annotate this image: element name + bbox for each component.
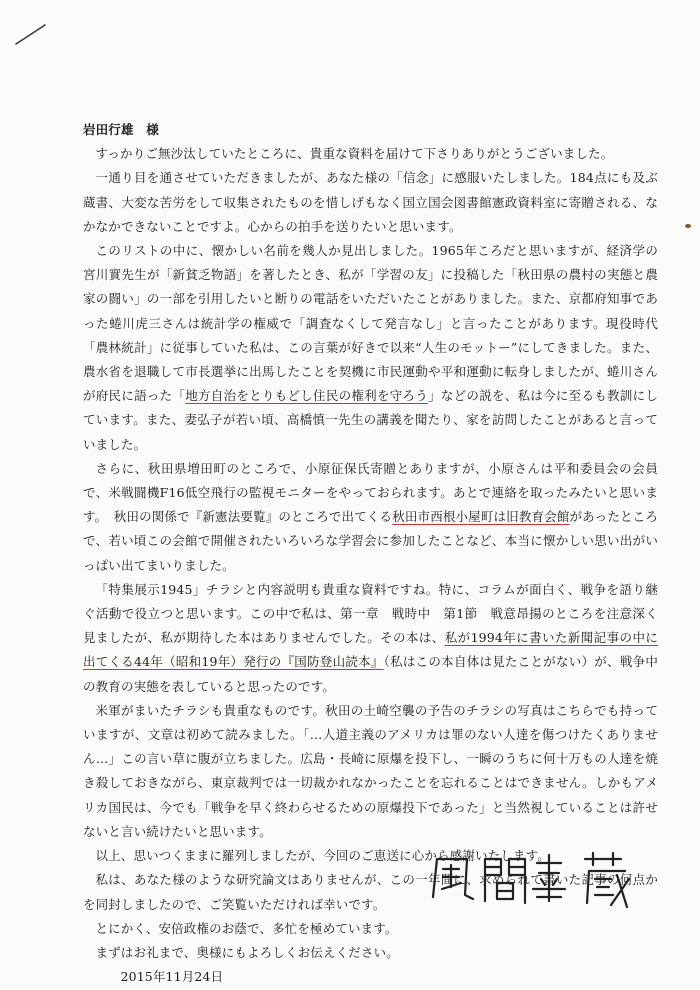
paragraph	[83, 578, 658, 699]
text-segment: 「特集展示1945」チラシと内容説明も貴重な資料ですね。特に、コラムが面白く、戦争を語り継ぐ活動で役立つと思います。この中で私は、第一章 戦時中 第1節 戦意昂揚のところを注意深く見ましたが、私が期待した本はありませんでした。その本は、	[83, 581, 658, 646]
text-segment: さらに、秋田県増田町のところで、小原征保氏寄贈とありますが、小原さんは平和委員会の会員で、米戦闘機F16低空飛行の監視モニターをやっておられます。あとで連絡を取ったみたいと思います。 秋田の関係で『新憲法要覧』のところで出てくる	[83, 460, 658, 525]
underlined-phrase: 私が1994年に書いた新聞記事の中に出てくる44年（昭和19年）発行の『国防登山読本』	[83, 630, 659, 670]
text-segment: 私は、あなた様のような研究論文はありませんが、この一年間に、求められて書いた記事の何点かを同封しましたので、ご笑覧いただければ幸いです。	[83, 872, 658, 912]
closing-lines	[83, 917, 658, 965]
salutation: 岩田行雄 様	[83, 122, 159, 137]
underlined-phrase: 地方自治をとりもどし住民の権利を守ろう	[185, 388, 429, 404]
text-segment: このリストの中に、懐かしい名前を幾人か見出しました。1965年ころだと思いますが、経済学の宮川實先生が「新貧乏物語」を著したとき、私が「学習の友」に投稿した「秋田県の農村の実態と農家の闘い」の一部を引用したいと断りの電話をいただいたことがありました。また、京都府知事であった蜷川虎三さんは統計学の権威で「調査なくして発言なし」と言ったことがあります。現役時代「農林統計」に従事していた私は、この言葉が好きで以来“人生のモットー”にしてきました。また、農水省を退職して市長選挙に出馬したことを契機に市民運動や平和運動に転身しましたが、蜷川さんが府民に語った「	[83, 243, 658, 404]
paragraph	[83, 239, 658, 457]
text-segment: 」などの説を、私は今に至るも教訓にしています。また、妻弘子が若い頃、高橋慎一先生の講義を聞たり、家を訪問したことがあると言っていました。	[83, 388, 658, 452]
paper-speck	[683, 222, 693, 230]
letter-date: 2015年11月24日	[120, 969, 224, 985]
handwritten-signature	[425, 845, 645, 915]
text-segment: すっかりご無沙汰していたところに、貴重な資料を届けて下さりありがとうございました。	[95, 146, 614, 162]
closing-line: とにかく、安倍政権のお蔭で、多忙を極めています。	[95, 920, 398, 936]
paragraph	[83, 142, 658, 166]
letter-paragraphs	[83, 142, 658, 917]
paragraph	[83, 699, 658, 844]
text-segment: 一通り目を通させていただきましたが、あなた様の「信念」に感服いたしました。184点にも及ぶ蔵書、大変な苦労をして収集されたものを惜しげもなく国立国会図書館憲政資料室に寄贈される、なかなかできないことですよ。心からの拍手を送りたいと思います。	[83, 170, 658, 234]
paragraph	[83, 457, 658, 578]
paragraph	[83, 166, 658, 239]
text-segment: があったところで、若い頃この会館で開催されたいろいろな学習会に参加したことなど、本当に懐かしい思い出がいっぱい出てまいりました。	[83, 509, 658, 573]
text-segment: 米軍がまいたチラシも貴重なものです。秋田の土崎空襲の予告のチラシの写真はこちらでも持っていますが、文章は初めて読みました。「…人道主義のアメリカは罪のない人達を傷つけたくありません…」この言い草に腹が立ちました。広島・長崎に原爆を投下し、一瞬のうちに何十万もの人達を焼き殺しておきながら、東京裁判では一切裁かれなかったことを忘れることはできません。しかもアメリカ国民は、今でも「戦争を早く終わらせるための原爆投下であった」と当然視していることは許せないと言い続けたいと思います。	[83, 702, 658, 839]
closing-line: まずはお礼まで、奥様にもよろしくお伝えください。	[95, 944, 399, 960]
text-segment: 以上、思いつくままに羅列しましたが、今回のご恵送に心から感謝いたします。	[95, 848, 550, 864]
text-segment: （私はこの本自体は見たことがない）が、戦争中の教育の実態を表していると思ったのです。	[83, 654, 659, 694]
pen-stroke-mark	[0, 0, 700, 120]
underlined-phrase: 秋田市西根小屋町は旧教育会館	[392, 509, 570, 525]
